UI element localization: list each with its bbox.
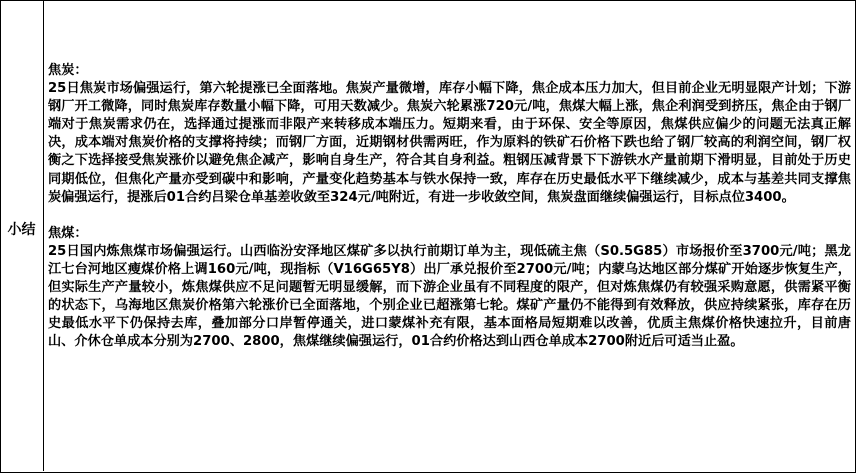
column-divider	[43, 0, 44, 471]
summary-content	[48, 62, 851, 351]
coke-section-body: 25日焦炭市场偏强运行，第六轮提涨已全面落地。焦炭产量微增，库存小幅下降，焦企成本压力加大，但目前企业无明显限产计划；下游钢厂开工微降，同时焦炭库存数量小幅下降，可用天数减少。焦炭六轮累涨720元/吨，焦煤大幅上涨，焦企利润受到挤压，焦企由于钢厂端对于焦炭需求仍在，选择通过提涨而非限产来转移成本端压力。短期来看，由于环保、安全等原因，焦煤供应偏少的问题无法真正解决，成本端对焦炭价格的支撑将持续；而钢厂方面，近期钢材供需两旺，作为原料的铁矿石价格下跌也给了钢厂较高的利润空间，钢厂权衡之下选择接受焦炭涨价以避免焦企减产，影响自身生产，符合其自身利益。粗钢压减背景下下游铁水产量前期下滑明显，目前处于历史同期低位，但焦化产量亦受到碳中和影响，产量变化趋势基本与铁水保持一致，库存在历史最低水平下继续减少，成本与基差共同支撑焦炭偏强运行，提涨后01合约吕梁仓单基差收敛至324元/吨附近，有进一步收敛空间，焦炭盘面继续偏强运行，目标点位3400。	[48, 81, 851, 205]
coking-coal-section-title: 焦煤：	[48, 225, 88, 241]
row-label: 小结	[7, 222, 36, 238]
coke-section-title: 焦炭：	[48, 63, 88, 78]
section-spacer	[48, 207, 851, 225]
coking-coal-section-body: 25日国内炼焦煤市场偏强运行。山西临汾安泽地区煤矿多以执行前期订单为主，现低硫主焦（S0.5G85）市场报价至3700元/吨；黑龙江七台河地区瘦煤价格上调160元/吨，现指标（V16G65Y8）出厂承兑报价至2700元/吨；内蒙乌达地区部分煤矿开始逐步恢复生产，但实际生产产量较小，炼焦煤供应不足问题暂无明显缓解，而下游企业虽有不同程度的限产，但对炼焦煤仍有较强采购意愿，供需紧平衡的状态下，乌海地区焦炭价格第六轮涨价已全面落地，个别企业已超涨第七轮。煤矿产量仍不能得到有效释放，供应持续紧张，库存在历史最低水平下仍保持去库，叠加部分口岸暂停通关，进口蒙煤补充有限，基本面格局短期难以改善，优质主焦煤价格快速拉升，目前唐山、介休仓单成本分别为2700、2800，焦煤继续偏强运行，01合约价格达到山西仓单成本2700附近后可适当止盈。	[48, 243, 851, 350]
